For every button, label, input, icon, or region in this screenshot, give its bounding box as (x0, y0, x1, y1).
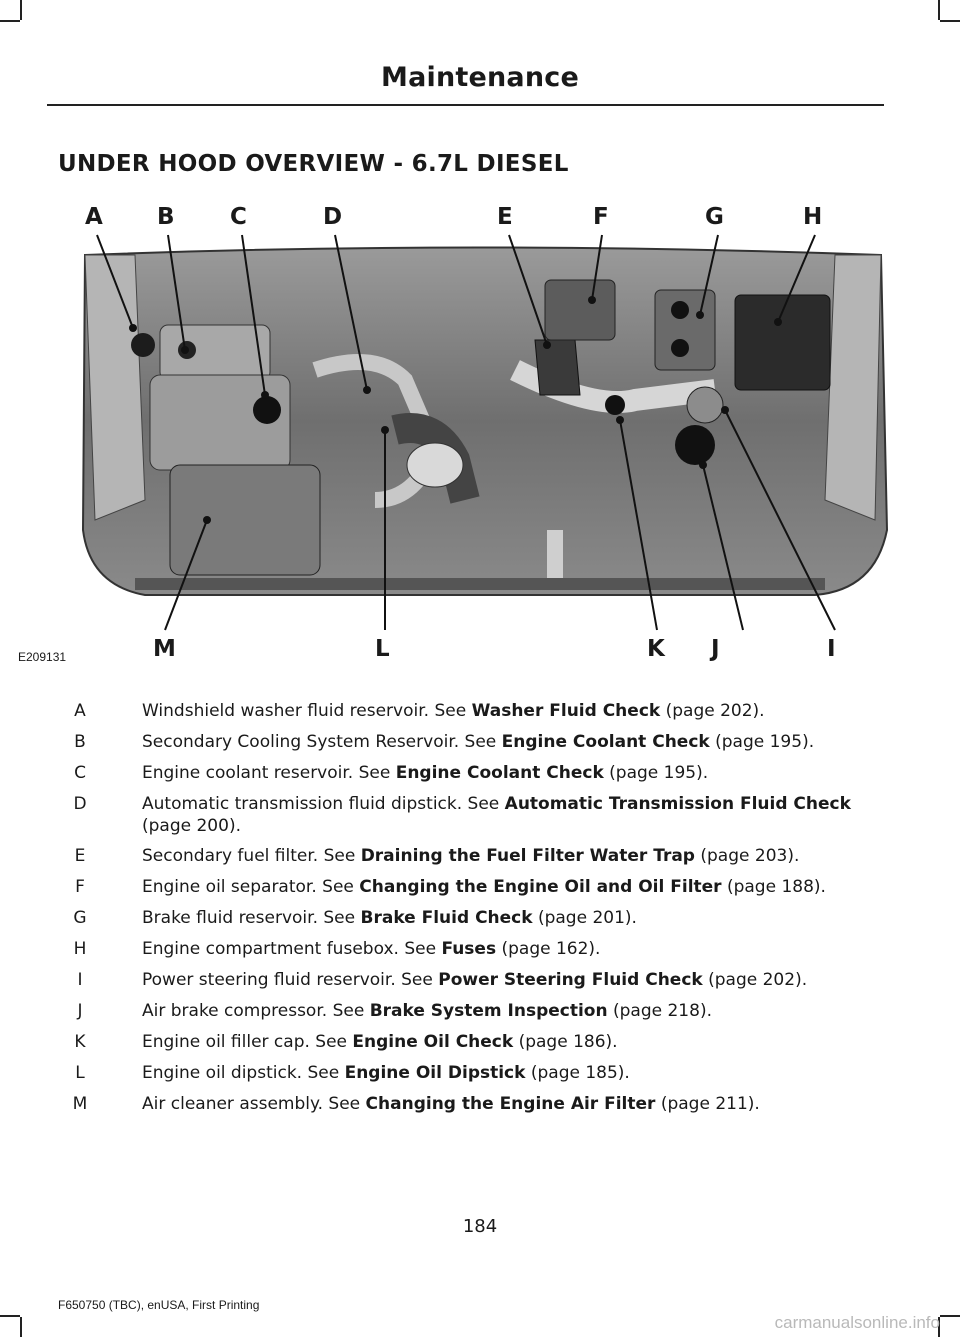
legend-letter: M (72, 1094, 88, 1114)
cross-reference-link[interactable]: Engine Oil Dipstick (344, 1063, 526, 1083)
legend-description: Engine compartment fusebox. See Fuses (page 162). (142, 939, 601, 959)
legend-letter: G (73, 908, 87, 928)
cross-reference-link[interactable]: Washer Fluid Check (471, 701, 661, 721)
legend-description: Engine oil separator. See Changing the Engine Oil and Oil Filter (page 188). (142, 877, 826, 897)
callout-label: D (323, 204, 343, 230)
legend-row (58, 845, 888, 876)
crop-mark (940, 1315, 960, 1317)
legend-description: Secondary fuel filter. See Draining the Fuel Filter Water Trap (page 203). (142, 846, 800, 866)
legend-letter: I (77, 970, 83, 990)
cross-reference-link[interactable]: Brake System Inspection (369, 1001, 608, 1021)
legend-row (58, 1031, 888, 1062)
page-number: 184 (462, 1216, 498, 1237)
legend-letter: E (74, 846, 86, 866)
crop-mark (20, 0, 22, 20)
legend-description: Air cleaner assembly. See Changing the Engine Air Filter (page 211). (142, 1094, 760, 1114)
legend-row (58, 793, 888, 845)
legend-letter: D (73, 794, 87, 814)
callout-label: G (705, 204, 724, 230)
legend-letter: B (74, 732, 86, 752)
legend-row (58, 938, 888, 969)
legend-description: Windshield washer fluid reservoir. See Washer Fluid Check (page 202). (142, 701, 765, 721)
crop-mark (20, 1317, 22, 1337)
callout-label: I (827, 636, 836, 662)
legend-description: Engine oil filler cap. See Engine Oil Check (page 186). (142, 1032, 618, 1052)
cross-reference-link[interactable]: Engine Coolant Check (501, 732, 710, 752)
figure-id: E209131 (18, 650, 67, 664)
legend-row (58, 1062, 888, 1093)
callout-label: H (803, 204, 823, 230)
legend-row (58, 876, 888, 907)
footer-text: F650750 (TBC), enUSA, First Printing (58, 1298, 260, 1312)
cross-reference-link[interactable]: Changing the Engine Air Filter (365, 1094, 656, 1114)
callout-label: K (647, 636, 665, 662)
callout-label: B (157, 204, 175, 230)
section-title: UNDER HOOD OVERVIEW - 6.7L DIESEL (58, 151, 569, 177)
callout-leader-lines (75, 200, 891, 670)
legend-row (58, 700, 888, 731)
cross-reference-link[interactable]: Automatic Transmission Fluid Check (504, 794, 851, 814)
legend-letter: J (77, 1001, 83, 1021)
legend-letter: F (75, 877, 85, 897)
callout-label: J (711, 636, 720, 662)
callout-label: L (375, 636, 390, 662)
cross-reference-link[interactable]: Engine Oil Check (352, 1032, 514, 1052)
watermark: carmanualsonline.info (774, 1313, 940, 1332)
cross-reference-link[interactable]: Power Steering Fluid Check (438, 970, 703, 990)
legend-letter: A (74, 701, 86, 721)
component-legend (58, 700, 888, 1124)
callout-label: A (85, 204, 103, 230)
legend-row (58, 907, 888, 938)
legend-description: Brake fluid reservoir. See Brake Fluid Check (page 201). (142, 908, 637, 928)
crop-mark (0, 1315, 20, 1317)
cross-reference-link[interactable]: Changing the Engine Oil and Oil Filter (359, 877, 722, 897)
legend-letter: H (73, 939, 87, 959)
cross-reference-link[interactable]: Fuses (441, 939, 497, 959)
engine-bay-illustration (75, 200, 891, 670)
header-rule (47, 104, 884, 106)
legend-row (58, 762, 888, 793)
cross-reference-link[interactable]: Brake Fluid Check (360, 908, 533, 928)
crop-mark (940, 20, 960, 22)
callout-label: E (497, 204, 513, 230)
legend-description: Engine oil dipstick. See Engine Oil Dipstick (page 185). (142, 1063, 630, 1083)
legend-description: Engine coolant reservoir. See Engine Coolant Check (page 195). (142, 763, 709, 783)
callout-label: M (153, 636, 176, 662)
legend-row (58, 969, 888, 1000)
page-header: Maintenance (381, 62, 579, 93)
crop-mark (0, 20, 20, 22)
legend-row (58, 1000, 888, 1031)
legend-description: Air brake compressor. See Brake System Inspection (page 218). (142, 1001, 712, 1021)
legend-letter: L (75, 1063, 85, 1083)
callout-label: C (230, 204, 247, 230)
crop-mark (938, 0, 940, 20)
legend-row (58, 1093, 888, 1124)
legend-description: Secondary Cooling System Reservoir. See Engine Coolant Check (page 195). (142, 732, 815, 752)
legend-letter: C (74, 763, 86, 783)
legend-row (58, 731, 888, 762)
cross-reference-link[interactable]: Draining the Fuel Filter Water Trap (360, 846, 695, 866)
cross-reference-link[interactable]: Engine Coolant Check (395, 763, 604, 783)
legend-letter: K (74, 1032, 86, 1052)
legend-description: Automatic transmission fluid dipstick. See Automatic Transmission Fluid Check (page 200). (142, 794, 851, 836)
legend-description: Power steering fluid reservoir. See Power Steering Fluid Check (page 202). (142, 970, 808, 990)
callout-label: F (593, 204, 609, 230)
